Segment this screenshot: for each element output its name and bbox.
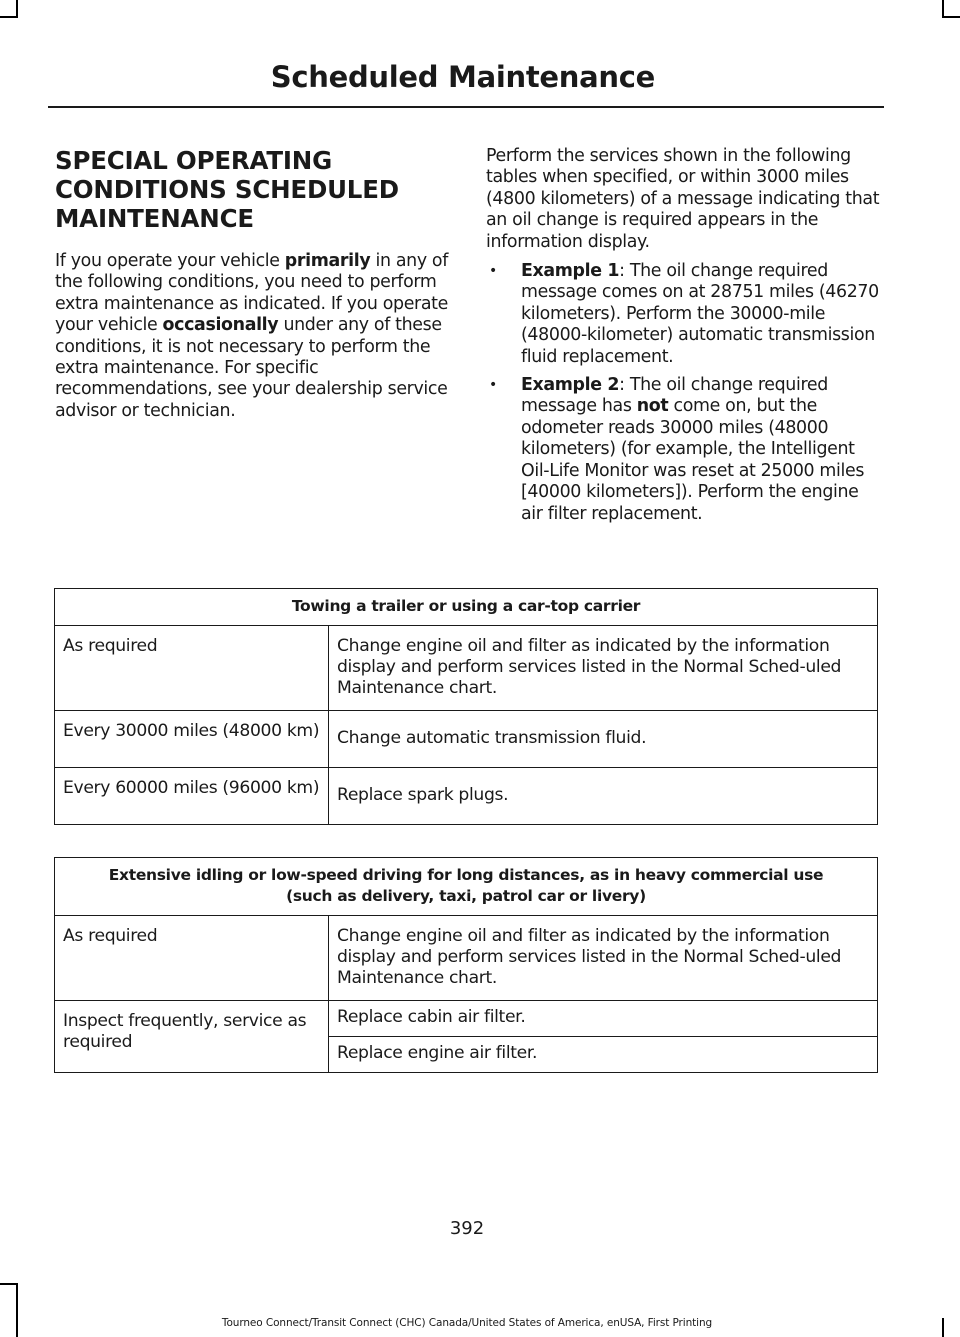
table-header-row <box>55 858 878 916</box>
interval-cell: As required <box>55 626 329 711</box>
service-cell: Replace cabin air filter. <box>329 1000 878 1036</box>
interval-cell: Every 30000 miles (48000 km) <box>55 710 329 767</box>
services-intro-paragraph: Perform the services shown in the following tables when specified, or within 3000 miles (4800 kilometers) of a message indicating that an oil change is required appears in the information display. <box>486 146 880 252</box>
table-header-line-1: Extensive idling or low-speed driving for long distances, as in heavy commercial use <box>108 866 824 884</box>
crop-mark-top-right <box>942 16 960 18</box>
idling-maintenance-table <box>54 857 878 1073</box>
towing-maintenance-table <box>54 588 878 825</box>
service-cell: Replace engine air filter. <box>329 1036 878 1072</box>
section-heading <box>55 146 450 233</box>
crop-mark-bottom-right <box>942 1318 944 1337</box>
heading-line-1: SPECIAL OPERATING <box>55 146 333 175</box>
interval-cell: Inspect frequently, service as required <box>55 1000 329 1072</box>
page-number: 392 <box>449 1218 485 1239</box>
list-item <box>486 261 884 368</box>
intro-paragraph <box>55 251 450 422</box>
table-row <box>55 1000 878 1036</box>
service-cell: Replace spark plugs. <box>329 767 878 824</box>
text-run: If you operate your vehicle <box>55 251 285 271</box>
example-1-text: : The oil change required message comes on at 28751 miles (46270 kilometers). Perform the 30000-mile (48000-kilometer) automatic transmission fluid replacement. <box>521 261 879 367</box>
interval-cell: Every 60000 miles (96000 km) <box>55 767 329 824</box>
table-header: Towing a trailer or using a car-top carrier <box>55 589 878 626</box>
right-column <box>486 146 884 532</box>
table-row <box>55 710 878 767</box>
footer-text: Tourneo Connect/Transit Connect (CHC) Canada/United States of America, enUSA, First Printing <box>221 1317 713 1329</box>
heading-line-2: CONDITIONS SCHEDULED <box>55 175 399 204</box>
emphasis-not: not <box>636 396 669 417</box>
text-run: in any of the following conditions, you need to perform extra maintenance as indicated. If you operate your vehicle <box>55 251 448 336</box>
text-run: under any of these conditions, it is not necessary to perform the extra maintenance. For specific recommendations, see your dealership service advisor or technician. <box>55 315 448 421</box>
list-item <box>486 375 884 525</box>
example-2-text: come on, but the odometer reads 30000 miles (48000 kilometers) (for example, the Intelligent Oil-Life Monitor was reset at 25000 miles [40000 kilometers]). Perform the engine air filter replacement. <box>521 396 865 524</box>
example-list <box>486 261 884 525</box>
table-row <box>55 626 878 711</box>
page-header-title: Scheduled Maintenance <box>270 60 655 94</box>
table-header-row <box>55 589 878 626</box>
crop-mark-bottom-left <box>0 1283 18 1285</box>
table-row <box>55 767 878 824</box>
service-cell: Change engine oil and filter as indicated by the information display and perform services listed in the Normal Sched-uled Maintenance chart. <box>329 916 878 1001</box>
example-2-label: Example 2 <box>521 375 620 396</box>
example-1-label: Example 1 <box>521 261 620 282</box>
header-rule <box>48 106 884 108</box>
heading-line-3: MAINTENANCE <box>55 204 254 233</box>
table-header-line-2: (such as delivery, taxi, patrol car or livery) <box>286 887 646 905</box>
interval-cell: As required <box>55 916 329 1001</box>
service-cell: Change automatic transmission fluid. <box>329 710 878 767</box>
left-column <box>55 146 450 422</box>
emphasis-occasionally: occasionally <box>162 315 279 336</box>
example-2-text: : The oil change required message has <box>521 375 828 417</box>
service-cell: Change engine oil and filter as indicated by the information display and perform services listed in the Normal Sched-uled Maintenance chart. <box>329 626 878 711</box>
table-header <box>55 858 878 916</box>
crop-mark-top-left <box>0 16 18 18</box>
table-row <box>55 916 878 1001</box>
emphasis-primarily: primarily <box>284 251 371 271</box>
